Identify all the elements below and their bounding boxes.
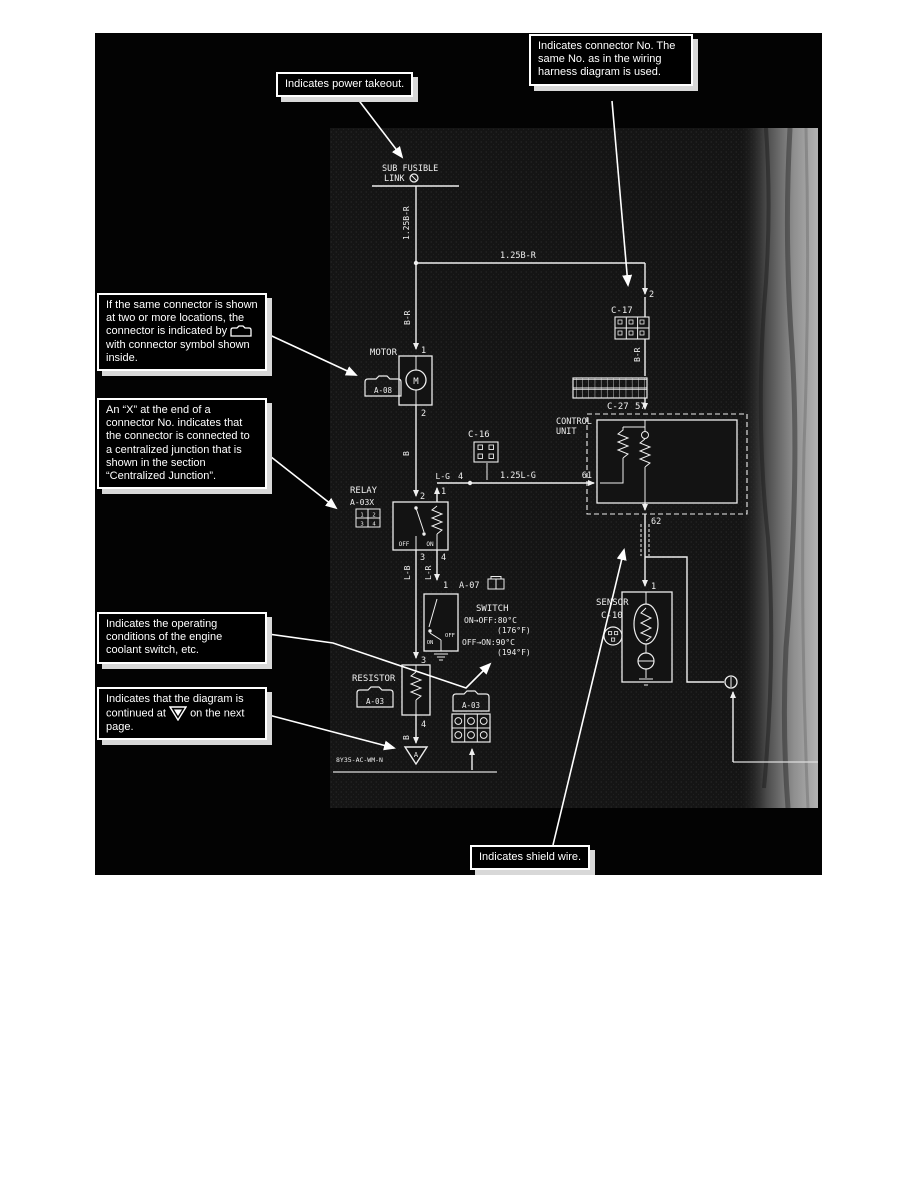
callout-operating bbox=[97, 612, 267, 664]
control-unit-symbol bbox=[587, 414, 747, 514]
label-wire-125br-v: 1.25B-R bbox=[402, 206, 411, 240]
label-c16: C-16 bbox=[468, 430, 490, 440]
label-wire-br-right: B-R bbox=[633, 347, 642, 362]
continuation-triangle-icon bbox=[169, 706, 187, 721]
label-pin2-relay: 2 bbox=[420, 492, 426, 502]
callout-same-connector-pre: If the same connector is shown at two or more locations, the connector is indicated by bbox=[106, 299, 258, 338]
label-wire-b-upper: B bbox=[402, 451, 411, 456]
label-switch: SWITCH bbox=[476, 604, 509, 614]
label-relay-connector: A-03X bbox=[350, 498, 375, 507]
label-pin2-motor: 2 bbox=[421, 409, 427, 419]
label-switch-cond1: ON→OFF:80°C bbox=[464, 616, 517, 625]
label-doc-code: 8Y35-AC-WM-N bbox=[336, 756, 383, 764]
label-relay: RELAY bbox=[350, 486, 378, 496]
callout-x-connector-text: An “X” at the end of a connector No. indicates that the connector is connected to a centralized junction that is shown in the section “Centralized Junction”. bbox=[106, 404, 250, 482]
connector-c16-symbol bbox=[474, 442, 498, 462]
callout-shield bbox=[470, 845, 590, 870]
label-resistor: RESISTOR bbox=[352, 674, 396, 684]
label-relay-off: OFF bbox=[398, 541, 410, 548]
callout-x-connector bbox=[97, 398, 267, 489]
label-motor: MOTOR bbox=[369, 348, 397, 358]
label-switch-cond2: OFF→ON:90°C bbox=[462, 638, 515, 647]
callout-same-connector-post: with connector symbol shown inside. bbox=[106, 338, 250, 364]
label-pin1-sensor: 1 bbox=[651, 582, 657, 592]
callout-connector-no bbox=[529, 34, 693, 86]
callout-continued-pre: Indicates that the diagram is continued at bbox=[106, 693, 244, 720]
label-pin57: 57 bbox=[635, 402, 646, 412]
label-continuation-letter: A bbox=[413, 751, 419, 759]
label-wire-br-left: B-R bbox=[403, 310, 412, 325]
label-wire-125lg: 1.25L-G bbox=[500, 471, 536, 481]
label-switch-cond1f: (176°F) bbox=[497, 626, 531, 635]
label-a03-detail: A-03 bbox=[461, 701, 481, 710]
label-sub-fusible-1: SUB FUSIBLE bbox=[382, 164, 439, 174]
label-pin62: 62 bbox=[651, 517, 662, 527]
callout-connector-no-text: Indicates connector No. The same No. as in the wiring harness diagram is used. bbox=[538, 40, 676, 79]
callout-operating-text: Indicates the operating conditions of the engine coolant switch, etc. bbox=[106, 618, 223, 657]
relay-grid-4: 4 bbox=[372, 521, 376, 528]
label-switch-off: OFF bbox=[445, 633, 455, 639]
label-sub-fusible-2: LINK bbox=[384, 174, 405, 184]
label-wire-lb: L-B bbox=[403, 565, 412, 580]
label-c27: C-27 bbox=[607, 402, 629, 412]
label-pin3-resistor: 3 bbox=[421, 656, 427, 666]
callout-power-takeout bbox=[276, 72, 413, 97]
leader-x-connector bbox=[261, 449, 336, 508]
relay-grid-1: 1 bbox=[360, 512, 364, 519]
motor-m: M bbox=[413, 377, 419, 387]
label-pin4-resistor: 4 bbox=[421, 720, 427, 730]
callout-shield-text: Indicates shield wire. bbox=[479, 851, 582, 863]
relay-grid-2: 2 bbox=[372, 512, 376, 519]
label-switch-connector: A-07 bbox=[459, 581, 480, 591]
label-switch-on: ON bbox=[426, 640, 434, 646]
label-pin4-c16: 4 bbox=[458, 472, 464, 482]
relay-grid-3: 3 bbox=[360, 521, 364, 528]
label-pin1-motor: 1 bbox=[421, 346, 427, 356]
callout-same-connector bbox=[97, 293, 267, 371]
callout-continued-post: on the next page. bbox=[106, 707, 245, 734]
label-relay-on: ON bbox=[426, 541, 434, 548]
label-motor-connector: A-08 bbox=[373, 386, 393, 395]
label-resistor-connector: A-03 bbox=[365, 697, 385, 706]
label-pin3-relay: 3 bbox=[420, 553, 426, 563]
label-c17: C-17 bbox=[611, 306, 633, 316]
label-pin2-c17: 2 bbox=[649, 290, 655, 300]
label-wire-lg: L-G bbox=[435, 472, 450, 481]
callout-power-takeout-text: Indicates power takeout. bbox=[285, 78, 405, 90]
label-pin4-relay: 4 bbox=[441, 553, 447, 563]
label-sensor: SENSOR bbox=[596, 598, 629, 608]
connector-c17-symbol bbox=[615, 317, 649, 339]
label-wire-125br-h: 1.25B-R bbox=[500, 251, 536, 261]
connector-housing-icon bbox=[230, 325, 252, 337]
label-control-unit-2: UNIT bbox=[556, 427, 577, 437]
label-wire-b-lower: B bbox=[402, 735, 411, 740]
connector-c27-symbol bbox=[573, 378, 647, 398]
label-sensor-connector: C-10 bbox=[601, 611, 623, 621]
label-pin61: 61 bbox=[581, 471, 592, 481]
label-control-unit-1: CONTROL bbox=[556, 417, 592, 427]
label-wire-lr: L-R bbox=[424, 565, 433, 580]
callout-continued bbox=[97, 687, 267, 740]
label-pin1-switch: 1 bbox=[443, 581, 449, 591]
label-pin1-relay: 1 bbox=[441, 487, 447, 497]
label-switch-cond2f: (194°F) bbox=[497, 648, 531, 657]
